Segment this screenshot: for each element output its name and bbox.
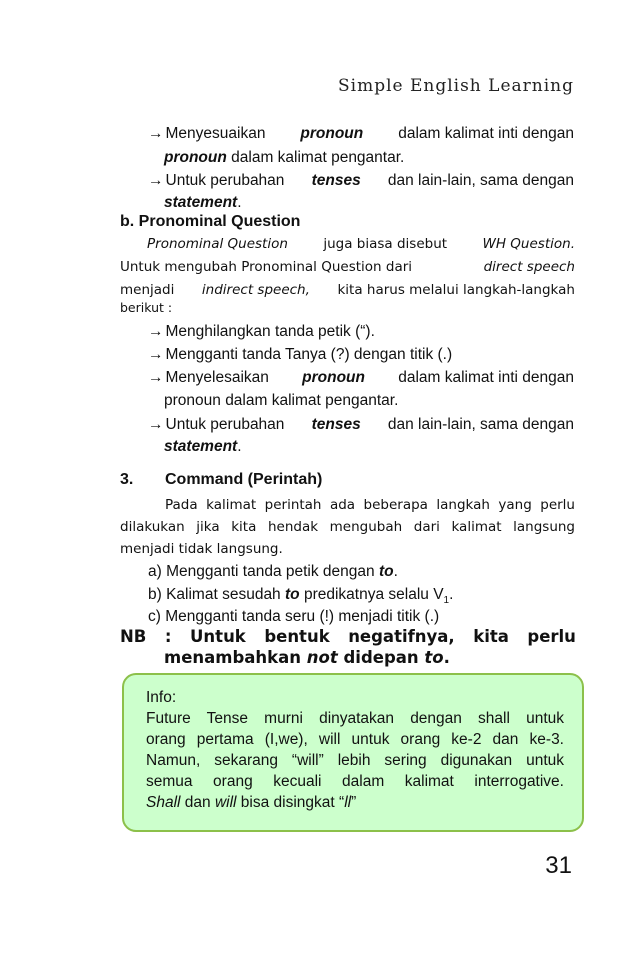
paragraph-line: Pada kalimat perintah ada beberapa langkah yang perlu — [165, 497, 575, 513]
arrow-icon: → — [148, 369, 164, 386]
arrow-icon: → — [148, 323, 164, 340]
info-box — [122, 673, 584, 832]
bullet-line: → Untuk perubahan tenses dan lain-lain, sama dengan — [148, 416, 574, 433]
info-last-line: Shall dan will bisa disingkat “ll” — [146, 794, 357, 811]
bullet-line: → Mengganti tanda Tanya (?) dengan titik (.) — [148, 346, 453, 363]
bullet-line: → Menghilangkan tanda petik (“). — [148, 323, 375, 340]
list-item: b) Kalimat sesudah to predikatnya selalu $V_1$. — [148, 586, 454, 607]
arrow-icon: → — [148, 172, 164, 189]
bullet-continuation: statement. — [164, 194, 242, 211]
list-item: c) Mengganti tanda seru (!) menjadi titik (.) — [148, 608, 440, 625]
paragraph-line: menjadi tidak langsung. — [120, 541, 283, 557]
arrow-icon: → — [148, 346, 164, 363]
arrow-icon: → — [148, 416, 164, 433]
info-text: Info: Future Tense murni dinyatakan dengan shall untuk orang pertama (I,we), will untuk orang ke-2 dan ke-3. Namun, sekarang “will” lebih sering digunakan untuk semua orang kecuali dalam kalimat interrogative. Shall dan will bisa disingkat “ll” — [146, 689, 564, 811]
section-heading: b. Pronominal Question — [120, 213, 301, 230]
nb-note: NB : Untuk bentuk negatifnya, kita perlu — [120, 627, 576, 646]
running-header: Simple English Learning — [337, 76, 574, 96]
nb-note-continuation: menambahkan not didepan to. — [164, 648, 450, 667]
section-heading: Command (Perintah) — [165, 471, 323, 488]
bullet-continuation: statement. — [164, 438, 242, 455]
paragraph-line: dilakukan jika kita hendak mengubah dari kalimat langsung — [120, 519, 575, 535]
paragraph-line: menjadi indirect speech, kita harus melalui langkah-langkah — [120, 282, 575, 298]
bullet-line: → Menyesuaikan pronoun dalam kalimat inti dengan — [148, 125, 574, 142]
page-number: 31 — [545, 852, 572, 879]
bullet-line: → Menyelesaikan pronoun dalam kalimat inti dengan — [148, 369, 574, 386]
arrow-icon: → — [148, 125, 164, 142]
info-label: Info: — [146, 689, 177, 706]
bullet-continuation: pronoun dalam kalimat pengantar. — [164, 149, 405, 166]
section-number: 3. — [120, 471, 134, 488]
paragraph-line: Pronominal Question juga biasa disebut WH Question. — [147, 236, 575, 252]
bullet-continuation: pronoun dalam kalimat pengantar. — [164, 392, 399, 409]
paragraph-line: Untuk mengubah Pronominal Question dari direct speech — [120, 259, 575, 275]
bullet-line: → Untuk perubahan tenses dan lain-lain, sama dengan — [148, 172, 574, 189]
paragraph-line: berikut : — [120, 300, 173, 315]
list-item: a) Mengganti tanda petik dengan to. — [148, 563, 398, 580]
